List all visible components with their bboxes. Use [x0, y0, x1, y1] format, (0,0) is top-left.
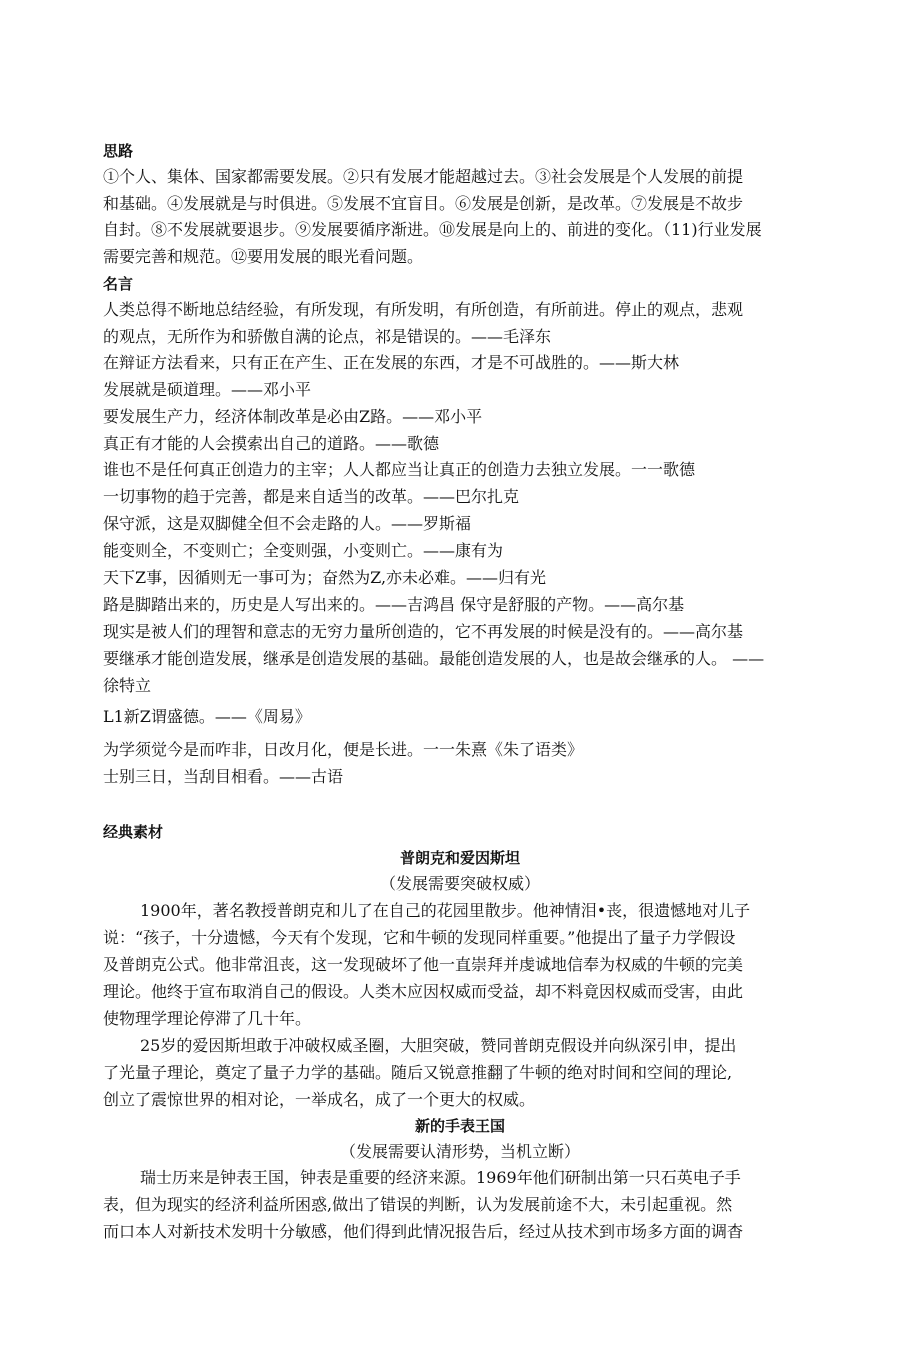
silu-line: 自封。⑧不发展就要退步。⑨发展要循序渐进。⑩发展是向上的、前进的变化。（11)行业发展: [103, 220, 762, 239]
quote-line: 为学须觉今是而咋非，日改月化，便是长进。一一朱熹《朱了语类》: [103, 740, 584, 759]
silu-line: ①个人、集体、国家都需要发展。②只有发展才能超越过去。③社会发展是个人发展的前提: [103, 167, 744, 186]
story-line: 25岁的爱因斯坦敢于冲破权威圣圈，大胆突破，赞同普朗克假设并向纵深引申，提出: [140, 1036, 737, 1055]
quote-line: 在辩证方法看来，只有正在产生、正在发展的东西，才是不可战胜的。——斯大林: [103, 353, 680, 372]
quote-line: L1新Z谓盛德。——《周易》: [103, 707, 311, 726]
quote-line: 士别三日，当刮目相看。——古语: [103, 767, 344, 786]
section-heading-sucai: 经典素材: [103, 823, 164, 841]
silu-line: 需要完善和规范。⑫要用发展的眼光看问题。: [103, 247, 424, 266]
story-title: 普朗克和爱因斯坦: [399, 849, 520, 867]
story-line: 了光量子理论，奠定了量子力学的基础。随后又锐意推翻了牛顿的绝对时间和空间的理论,: [103, 1063, 733, 1082]
quote-line: 要发展生产力，经济体制改革是必由Z路。——邓小平: [103, 407, 483, 426]
section-heading-mingyan: 名言: [103, 275, 134, 293]
story-title: 新的手表王国: [414, 1117, 505, 1135]
story-line: 瑞士历来是钟表王国，钟表是重要的经济来源。1969年他们研制出第一只石英电子手: [140, 1168, 741, 1187]
story-line: 创立了震惊世界的相对论，一举成名，成了一个更大的权威。: [103, 1090, 536, 1109]
quote-line: 现实是被人们的理智和意志的无穷力量所创造的，它不再发展的时候是没有的。——高尔基: [103, 622, 744, 641]
quote-line: 的观点，无所作为和骄傲自满的论点，祁是错误的。——毛泽东: [103, 327, 552, 346]
quote-line: 一切事物的趋于完善，都是来自适当的改革。——巴尔扎克: [103, 487, 520, 506]
quote-line: 路是脚踏出来的，历史是人写出来的。——吉鸿昌 保守是舒服的产物。——高尔基: [103, 595, 685, 614]
quote-line: 真正有才能的人会摸索出自己的道路。——歌德: [103, 434, 440, 453]
story-line: 使物理学理论停滞了几十年。: [103, 1009, 312, 1028]
quote-line: 能变则全，不变则亡；全变则强，小变则亡。——康有为: [103, 541, 504, 560]
story-line: 理论。他终于宣布取消自己的假设。人类木应因权威而受益，却不料竟因权威而受害，由此: [103, 982, 744, 1001]
story-line: 而口本人对新技术发明十分敏感，他们得到此情况报告后，经过从技术到市场多方面的调杳: [103, 1222, 744, 1241]
story-line: 1900年，著名教授普朗克和儿了在自己的花园里散步。他神情泪•丧，很遗憾地对儿子: [140, 901, 751, 920]
quote-line: 要继承才能创造发展，继承是创造发展的基础。最能创造发展的人，也是故会继承的人。 ——: [103, 649, 765, 668]
story-subtitle: （发展需要突破权威）: [379, 874, 540, 893]
silu-line: 和基础。④发展就是与时俱进。⑤发展不宜盲目。⑥发展是创新，是改革。⑦发展是不故步: [103, 194, 744, 213]
quote-line: 发展就是硕道理。——邓小平: [103, 380, 312, 399]
quote-line: 天下Z事，因循则无一事可为；奋然为Z,亦未必难。——归有光: [103, 568, 547, 587]
quote-line: 谁也不是任何真正创造力的主宰；人人都应当让真正的创造力去独立发展。一一歌德: [103, 460, 696, 479]
story-line: 及普朗克公式。他非常沮丧，这一发现破坏了他一直崇拜并虔诚地信奉为权威的牛顿的完美: [103, 955, 744, 974]
quote-line: 人类总得不断地总结经验，有所发现，有所发明，有所创造，有所前进。停止的观点，悲观: [103, 300, 744, 319]
story-line: 表，但为现实的经济利益所困惑,做出了错误的判断，认为发展前途不大，未引起重视。然: [103, 1195, 733, 1214]
section-heading-silu: 思路: [103, 142, 134, 160]
quote-line: 保守派，这是双脚健全但不会走路的人。——罗斯福: [103, 514, 472, 533]
quote-line: 徐特立: [103, 676, 152, 695]
story-subtitle: （发展需要认清形势，当机立断）: [339, 1142, 580, 1161]
story-line: 说：“孩子，十分遗憾，今天有个发现，它和牛顿的发现同样重要。”他提出了量子力学假设: [103, 928, 736, 947]
